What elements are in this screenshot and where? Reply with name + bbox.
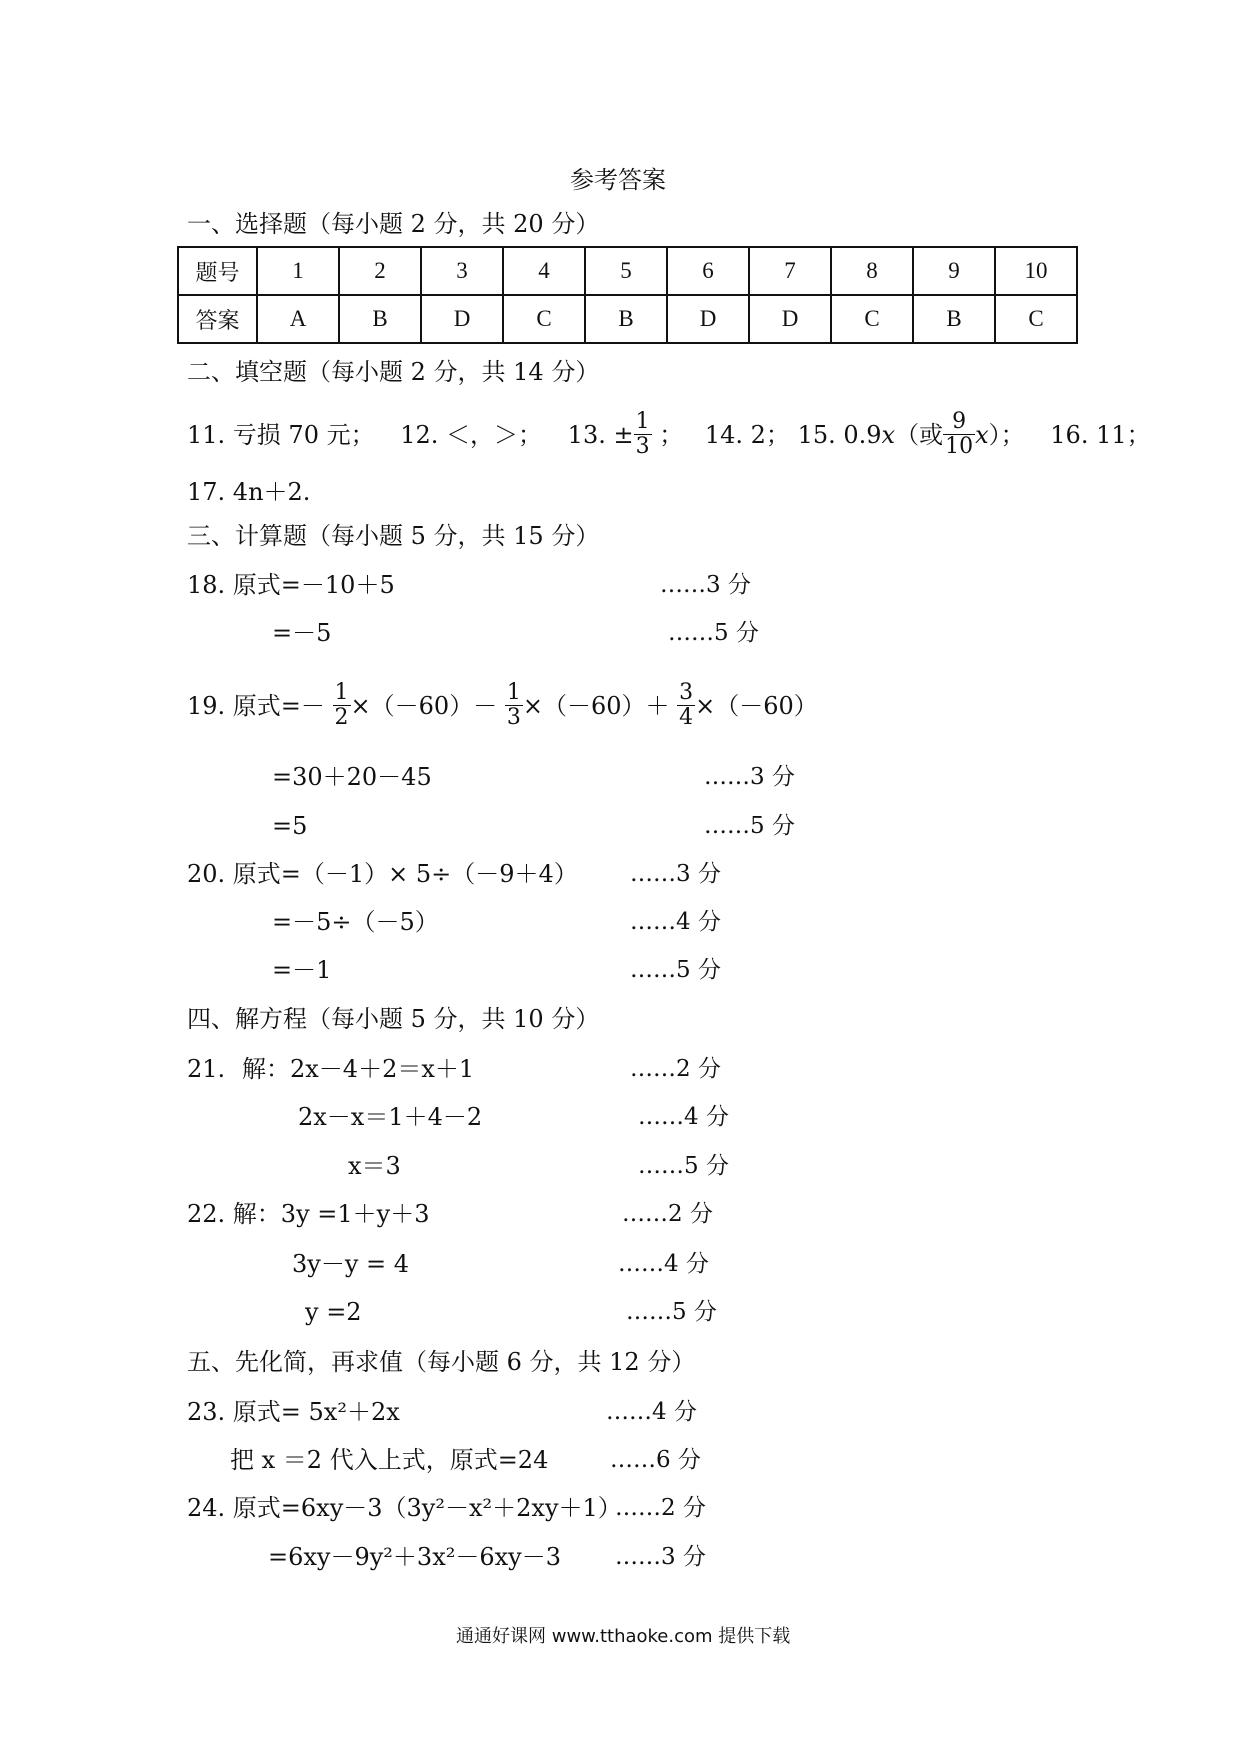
- denominator: 2: [334, 705, 349, 730]
- score-mark: ……4 分: [618, 1251, 709, 1277]
- table-cell: B: [913, 295, 995, 343]
- q20-line-2: =－5÷（－5）: [272, 908, 439, 936]
- answer-16: 16. 11；: [1050, 421, 1151, 449]
- q19-prefix: 19. 原式=－: [187, 692, 325, 720]
- table-cell: 10: [995, 247, 1077, 295]
- q22-line-2: 3y－y = 4: [292, 1250, 410, 1278]
- score-mark: ……5 分: [638, 1153, 729, 1179]
- q23-line-2: 把 x ＝2 代入上式，原式=24: [230, 1446, 549, 1474]
- table-cell: D: [749, 295, 831, 343]
- table-cell: B: [339, 295, 421, 343]
- q24-line-1: 24. 原式=6xy－3（3y²－x²＋2xy＋1）: [187, 1494, 622, 1522]
- score-mark: ……2 分: [615, 1495, 706, 1521]
- score-mark: ……4 分: [630, 909, 721, 935]
- table-header-cell: 答案: [178, 295, 257, 343]
- footer-credit: 通通好课网 www.tthaoke.com 提供下载: [456, 1626, 791, 1647]
- answer-15-prefix: 15. 0.9: [797, 421, 882, 449]
- answer-12: 12. ＜，＞；: [400, 421, 543, 449]
- table-cell: 4: [503, 247, 585, 295]
- q19-line-2: =30＋20－45: [272, 763, 432, 791]
- q19-part-1: ×（－60）－: [350, 692, 498, 720]
- score-mark: ……5 分: [704, 813, 795, 839]
- table-cell: 8: [831, 247, 913, 295]
- table-cell: 9: [913, 247, 995, 295]
- answer-13-suffix: ；: [659, 421, 684, 449]
- table-cell: D: [421, 295, 503, 343]
- table-cell: B: [585, 295, 667, 343]
- section-3-heading: 三、计算题（每小题 5 分，共 15 分）: [187, 522, 600, 550]
- answer-17: 17. 4n＋2.: [187, 478, 311, 506]
- q19-line-1: [187, 680, 818, 732]
- section-4-heading: 四、解方程（每小题 5 分，共 10 分）: [187, 1005, 600, 1033]
- table-header-cell: 题号: [178, 247, 257, 295]
- table-cell: D: [667, 295, 749, 343]
- table-cell: A: [257, 295, 339, 343]
- table-cell: 3: [421, 247, 503, 295]
- score-mark: ……4 分: [606, 1399, 697, 1425]
- q21-line-3: x＝3: [348, 1152, 401, 1180]
- score-mark: ……5 分: [668, 620, 759, 646]
- numerator: 9: [943, 410, 975, 435]
- score-mark: ……5 分: [630, 957, 721, 983]
- table-cell: C: [831, 295, 913, 343]
- table-cell: 2: [339, 247, 421, 295]
- score-mark: ……3 分: [615, 1544, 706, 1570]
- q23-line-1: 23. 原式= 5x²＋2x: [187, 1398, 400, 1426]
- answer-13-prefix: 13. ±: [567, 421, 634, 449]
- score-mark: ……3 分: [630, 861, 721, 887]
- section-5-heading: 五、先化简，再求值（每小题 6 分，共 12 分）: [187, 1348, 696, 1376]
- denominator: 4: [679, 705, 694, 730]
- score-mark: ……5 分: [626, 1299, 717, 1325]
- answer-15-mid: （或: [895, 421, 944, 449]
- section-1-heading: 一、选择题（每小题 2 分，共 20 分）: [187, 210, 600, 238]
- score-mark: ……2 分: [630, 1056, 721, 1082]
- score-mark: ……2 分: [622, 1201, 713, 1227]
- score-mark: ……4 分: [638, 1104, 729, 1130]
- answer-14: 14. 2；: [704, 421, 790, 449]
- numerator: 1: [506, 680, 521, 705]
- q18-line-1: 18. 原式=－10＋5: [187, 571, 395, 599]
- table-cell: 7: [749, 247, 831, 295]
- answer-table: [177, 246, 1078, 344]
- q21-line-2: 2x－x＝1＋4－2: [298, 1103, 483, 1131]
- q20-line-1: 20. 原式=（－1）× 5÷（－9＋4）: [187, 860, 578, 888]
- q22-line-3: y =2: [305, 1298, 362, 1326]
- q24-line-2: =6xy－9y²＋3x²－6xy－3: [268, 1543, 561, 1571]
- variable: x: [975, 421, 989, 449]
- fraction: [634, 410, 652, 459]
- table-cell: C: [995, 295, 1077, 343]
- numerator: 1: [334, 680, 349, 705]
- answer-15-suffix: ）；: [988, 421, 1025, 449]
- table-row-numbers: [178, 247, 1077, 295]
- answer-11: 11. 亏损 70 元；: [187, 421, 375, 449]
- score-mark: ……3 分: [704, 764, 795, 790]
- fraction: [943, 410, 975, 459]
- denominator: 3: [506, 705, 521, 730]
- q18-line-2: =－5: [272, 619, 332, 647]
- q19-line-3: =5: [272, 812, 308, 840]
- q20-line-3: =－1: [272, 956, 332, 984]
- fraction: [333, 681, 351, 730]
- table-cell: C: [503, 295, 585, 343]
- denominator: 3: [635, 434, 650, 459]
- table-row-answers: [178, 295, 1077, 343]
- variable: x: [881, 421, 896, 449]
- q21-line-1: 解：2x－4＋2＝x＋1: [242, 1055, 475, 1083]
- score-mark: ……6 分: [610, 1447, 701, 1473]
- section-2-heading: 二、填空题（每小题 2 分，共 14 分）: [187, 358, 600, 386]
- numerator: 3: [679, 680, 694, 705]
- q22-line-1: 22. 解：3y =1＋y＋3: [187, 1200, 430, 1228]
- q21-label: 21.: [187, 1055, 226, 1083]
- fraction: [505, 681, 523, 730]
- table-cell: 6: [667, 247, 749, 295]
- page-title: 参考答案: [570, 166, 666, 194]
- score-mark: ……3 分: [660, 572, 751, 598]
- numerator: 1: [635, 409, 650, 434]
- denominator: 10: [945, 434, 974, 459]
- table-cell: 1: [257, 247, 339, 295]
- fill-answers-line: [187, 409, 1151, 461]
- table-cell: 5: [585, 247, 667, 295]
- fraction: [677, 681, 695, 730]
- q19-part-2: ×（－60）＋: [522, 692, 670, 720]
- q19-part-3: ×（－60）: [695, 692, 818, 720]
